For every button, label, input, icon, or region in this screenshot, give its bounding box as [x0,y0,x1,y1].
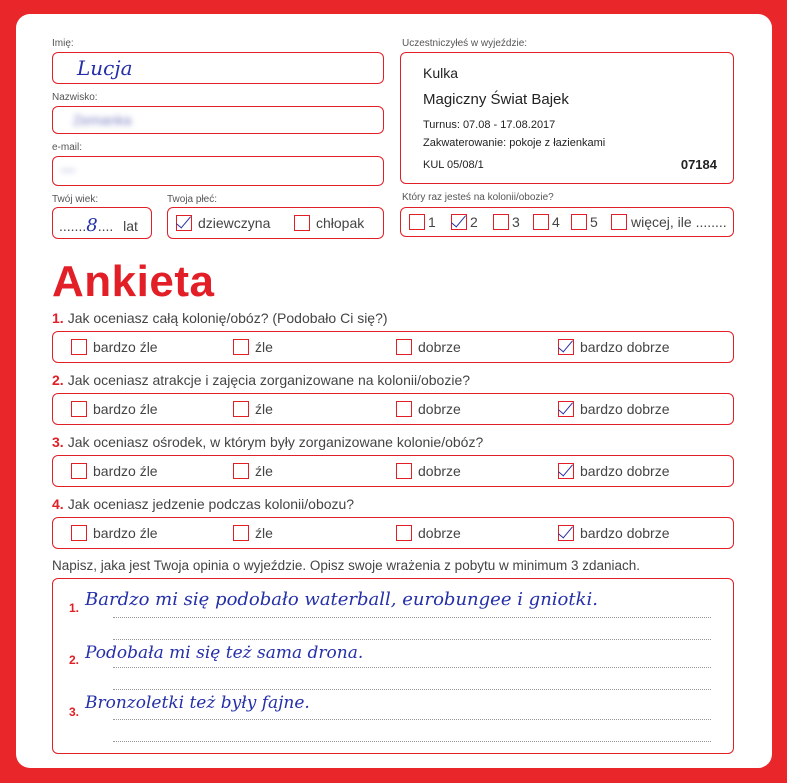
visits-label: Który raz jesteś na kolonii/obozie? [402,192,554,203]
visit-5-checkbox[interactable] [571,214,587,230]
q4-bardzo-zle-checkbox[interactable] [71,525,87,541]
q1-bardzo-zle-label: bardzo źle [93,339,158,355]
q1-zle-checkbox[interactable] [233,339,249,355]
opinion-underline-1 [113,617,711,618]
q2-bardzo-zle-label: bardzo źle [93,401,158,417]
q1-bardzo-zle-checkbox[interactable] [71,339,87,355]
q4-zle-label: źle [255,525,273,541]
q4-option-bardzo-zle[interactable] [71,525,158,541]
q3-zle-label: źle [255,463,273,479]
opinion-underline-2 [113,667,711,668]
opinion-line-1-text: Bardzo mi się podobało waterball, eurobungee i gniotki. [85,589,598,610]
camp-name1: Kulka [423,65,459,81]
question-1-answers [52,331,734,363]
question-1 [52,310,388,326]
visit-option-1[interactable] [409,214,436,230]
q1-option-bardzo-dobrze[interactable] [558,339,670,355]
question-3-text: Jak oceniasz ośrodek, w którym były zorganizowane kolonie/obóz? [67,434,484,450]
q1-bardzo-dobrze-checkbox[interactable] [558,339,574,355]
dziewczyna-checkbox[interactable] [176,215,192,231]
survey-title: Ankieta [52,257,215,306]
camp-label: Uczestniczyłeś w wyjeździe: [402,38,528,49]
visit-option-4[interactable] [533,214,560,230]
q3-bardzo-dobrze-checkbox[interactable] [558,463,574,479]
q2-bardzo-zle-checkbox[interactable] [71,401,87,417]
q3-option-zle[interactable] [233,463,273,479]
dziewczyna-label: dziewczyna [198,215,271,231]
camp-zakwaterowanie: Zakwaterowanie: pokoje z łazienkami [423,137,606,149]
question-2 [52,372,470,388]
camp-turnus: Turnus: 07.08 - 17.08.2017 [423,119,556,131]
q3-bardzo-zle-checkbox[interactable] [71,463,87,479]
opinion-line-3-number: 3. [69,705,80,719]
visit-option-more[interactable] [611,214,727,230]
q2-option-bardzo-zle[interactable] [71,401,158,417]
wiek-unit: lat [123,218,138,234]
question-1-number: 1. [52,310,64,326]
q4-option-bardzo-dobrze[interactable] [558,525,670,541]
q2-option-dobrze[interactable] [396,401,461,417]
q2-option-bardzo-dobrze[interactable] [558,401,670,417]
question-1-text: Jak oceniasz całą kolonię/obóz? (Podobało Ci się?) [67,310,388,326]
nazwisko-field[interactable] [52,106,384,134]
q4-option-zle[interactable] [233,525,273,541]
q2-zle-checkbox[interactable] [233,401,249,417]
q2-bardzo-dobrze-label: bardzo dobrze [580,401,670,417]
q4-dobrze-label: dobrze [418,525,461,541]
visit-option-3[interactable] [493,214,520,230]
visit-more-label: więcej, ile ........ [631,214,727,230]
opinion-underline-1b [113,639,711,640]
question-4-text: Jak oceniasz jedzenie podczas kolonii/obozu? [67,496,355,512]
visit-more-checkbox[interactable] [611,214,627,230]
camp-name2: Magiczny Świat Bajek [423,91,569,108]
opinion-line-2-text: Podobała mi się też sama drona. [85,643,364,663]
wiek-label: Twój wiek: [52,194,99,205]
survey-sheet [16,14,772,768]
wiek-field[interactable] [52,207,152,239]
wiek-dots-right: .... [97,218,114,234]
question-4 [52,496,354,512]
camp-info-box [400,52,734,184]
plec-field [167,207,384,239]
q4-bardzo-dobrze-checkbox[interactable] [558,525,574,541]
email-value: — [61,161,75,177]
opinion-prompt: Napisz, jaka jest Twoja opinia o wyjeździe. Opisz swoje wrażenia z pobytu w minimum 3 zdaniach. [52,558,641,573]
q1-zle-label: źle [255,339,273,355]
opinion-underline-3b [113,741,711,742]
visit-3-checkbox[interactable] [493,214,509,230]
q3-dobrze-checkbox[interactable] [396,463,412,479]
q4-dobrze-checkbox[interactable] [396,525,412,541]
q3-bardzo-dobrze-label: bardzo dobrze [580,463,670,479]
q1-dobrze-label: dobrze [418,339,461,355]
chlopak-label: chłopak [316,215,365,231]
visit-1-checkbox[interactable] [409,214,425,230]
email-label: e-mail: [52,142,83,153]
question-2-text: Jak oceniasz atrakcje i zajęcia zorganizowane na kolonii/obozie? [67,372,471,388]
imie-label: Imię: [52,38,74,49]
visit-option-2[interactable] [451,214,478,230]
opinion-underline-2b [113,689,711,690]
q4-bardzo-zle-label: bardzo źle [93,525,158,541]
visit-4-label: 4 [552,214,560,230]
visit-1-label: 1 [428,214,436,230]
imie-value: Lucja [77,56,133,80]
nazwisko-value: Zemanka [73,112,132,128]
plec-label: Twoja płeć: [167,194,218,205]
visit-3-label: 3 [512,214,520,230]
q2-option-zle[interactable] [233,401,273,417]
q3-dobrze-label: dobrze [418,463,461,479]
chlopak-checkbox[interactable] [294,215,310,231]
q1-option-zle[interactable] [233,339,273,355]
question-4-answers [52,517,734,549]
camp-code: KUL 05/08/1 [423,159,484,171]
opinion-line-2-number: 2. [69,653,80,667]
question-2-answers [52,393,734,425]
email-field[interactable] [52,156,384,186]
question-3-number: 3. [52,434,64,450]
q2-dobrze-checkbox[interactable] [396,401,412,417]
nazwisko-label: Nazwisko: [52,92,98,103]
q4-bardzo-dobrze-label: bardzo dobrze [580,525,670,541]
camp-number: 07184 [680,157,717,172]
q3-option-bardzo-dobrze[interactable] [558,463,670,479]
q3-option-dobrze[interactable] [396,463,461,479]
opinion-textarea[interactable] [52,578,734,754]
question-2-number: 2. [52,372,64,388]
visit-5-label: 5 [590,214,598,230]
visits-field [400,207,734,237]
q3-option-bardzo-zle[interactable] [71,463,158,479]
wiek-row [59,215,138,236]
q2-bardzo-dobrze-checkbox[interactable] [558,401,574,417]
plec-option-chlopak[interactable] [294,215,364,231]
q1-option-bardzo-zle[interactable] [71,339,158,355]
visit-option-5[interactable] [571,214,598,230]
imie-field[interactable] [52,52,384,84]
q1-option-dobrze[interactable] [396,339,461,355]
question-3 [52,434,483,450]
q3-zle-checkbox[interactable] [233,463,249,479]
question-4-number: 4. [52,496,64,512]
q4-zle-checkbox[interactable] [233,525,249,541]
visit-4-checkbox[interactable] [533,214,549,230]
q2-dobrze-label: dobrze [418,401,461,417]
opinion-line-3-text: Bronzoletki też były fajne. [85,693,310,713]
wiek-value: 8 [86,215,98,236]
q3-bardzo-zle-label: bardzo źle [93,463,158,479]
question-3-answers [52,455,734,487]
q1-dobrze-checkbox[interactable] [396,339,412,355]
opinion-line-1-number: 1. [69,601,80,615]
opinion-underline-3 [113,719,711,720]
q4-option-dobrze[interactable] [396,525,461,541]
q1-bardzo-dobrze-label: bardzo dobrze [580,339,670,355]
wiek-dots-left: ....... [59,218,87,234]
visit-2-checkbox[interactable] [451,214,467,230]
visit-2-label: 2 [470,214,478,230]
plec-option-dziewczyna[interactable] [176,215,270,231]
q2-zle-label: źle [255,401,273,417]
